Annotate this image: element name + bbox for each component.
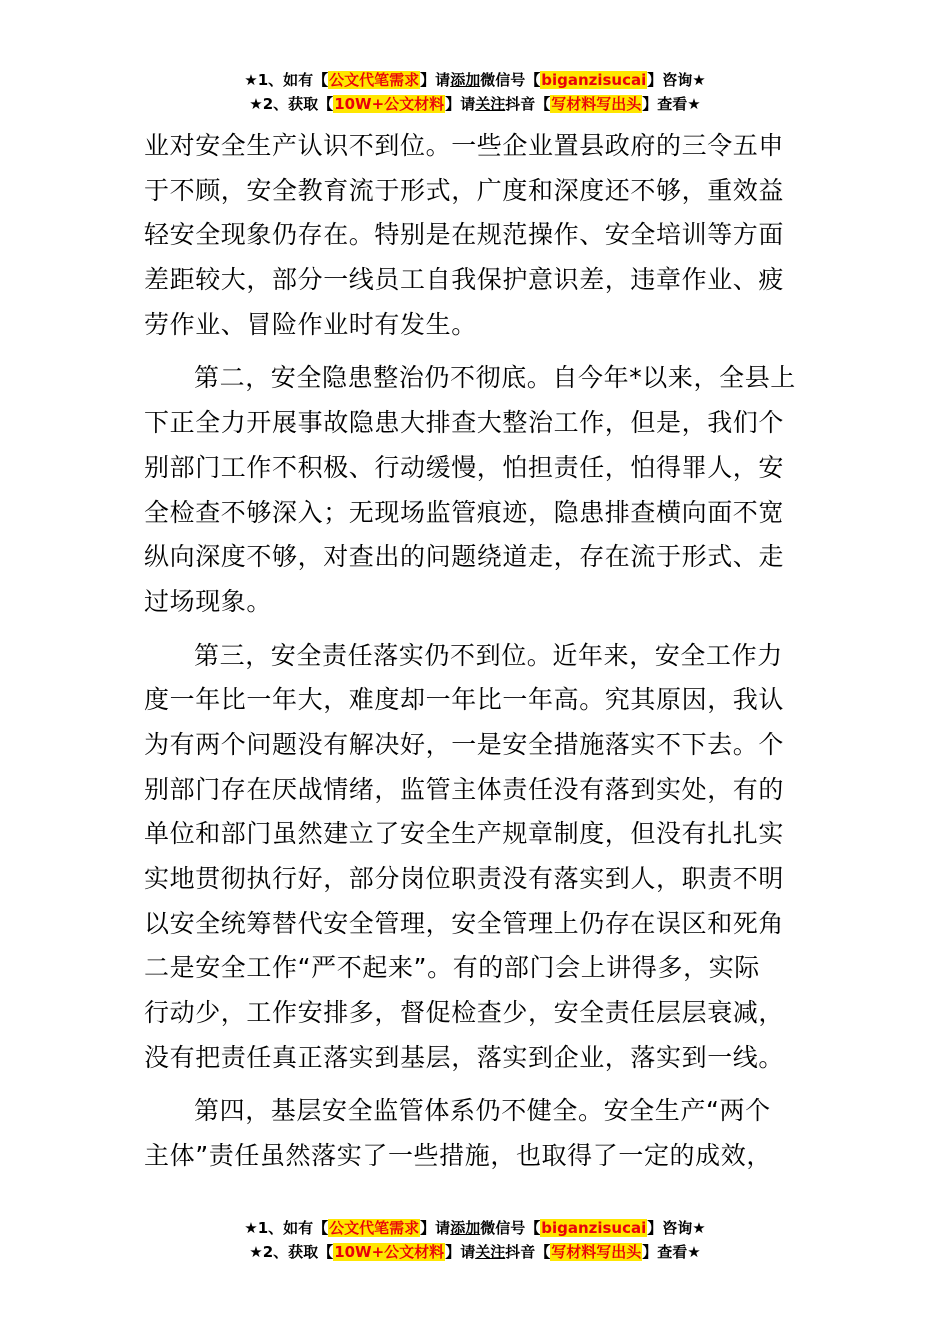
paragraph-line: 单位和部门虽然建立了安全生产规章制度，但没有扎扎实 — [144, 819, 785, 849]
banner-text: 抖音【 — [505, 95, 551, 113]
paragraph-line: 第三，安全责任落实仍不到位。近年来，安全工作力 — [194, 640, 783, 670]
banner-text: 】查看★ — [642, 1243, 701, 1261]
banner-underline: 添加 — [450, 71, 481, 89]
footer-banner — [0, 1216, 950, 1264]
paragraph-gap — [144, 347, 812, 356]
banner-text: 】请 — [445, 95, 476, 113]
banner-highlight: 写材料写出头 — [551, 1243, 642, 1261]
banner-highlight: biganzisucai — [541, 1219, 647, 1237]
paragraph-line: 纵向深度不够，对查出的问题绕道走，存在流于形式、走 — [144, 542, 785, 572]
banner-underline: 关注 — [475, 95, 506, 113]
banner-line-2 — [0, 1240, 950, 1264]
banner-highlight: biganzisucai — [541, 71, 647, 89]
document-body — [144, 124, 812, 1179]
banner-text: 】请 — [420, 1219, 451, 1237]
banner-text: 微信号【 — [480, 71, 541, 89]
paragraph-line: 下正全力开展事故隐患大排查大整治工作，但是，我们个 — [144, 408, 785, 438]
paragraph-line: 第四，基层安全监管体系仍不健全。安全生产“两个 — [194, 1096, 771, 1126]
paragraph-line: 为有两个问题没有解决好，一是安全措施落实不下去。个 — [144, 729, 785, 759]
banner-underline: 添加 — [450, 1219, 481, 1237]
banner-highlight: 公文代笔需求 — [329, 71, 420, 89]
banner-highlight: 写材料写出头 — [551, 95, 642, 113]
paragraph-line: 别部门工作不积极、行动缓慢，怕担责任，怕得罪人，安 — [144, 452, 785, 482]
paragraph-line: 度一年比一年大，难度却一年比一年高。究其原因，我认 — [144, 685, 785, 715]
paragraph-gap — [144, 625, 812, 634]
banner-highlight: 公文代笔需求 — [329, 1219, 420, 1237]
paragraph-line: 全检查不够深入；无现场监管痕迹，隐患排查横向面不宽 — [144, 497, 785, 527]
banner-underline: 关注 — [475, 1243, 506, 1261]
banner-text: ★2、获取【 — [249, 95, 334, 113]
banner-text: ★1、如有【 — [244, 71, 329, 89]
paragraph-line: 行动少，工作安排多，督促检查少，安全责任层层衰减， — [144, 998, 785, 1028]
banner-line-2 — [0, 92, 950, 116]
banner-line-1 — [0, 1216, 950, 1240]
paragraph-line: 业对安全生产认识不到位。一些企业置县政府的三令五申 — [144, 131, 785, 160]
paragraph-line: 过场现象。 — [144, 586, 273, 616]
paragraph-line: 于不顾，安全教育流于形式，广度和深度还不够，重效益 — [144, 175, 785, 205]
paragraph-line: 二是安全工作“严不起来”。有的部门会上讲得多，实际 — [144, 953, 760, 983]
banner-highlight: 10W+公文材料 — [334, 1243, 445, 1261]
paragraph-line: 轻安全现象仍存在。特别是在规范操作、安全培训等方面 — [144, 220, 785, 250]
banner-text: 】请 — [445, 1243, 476, 1261]
banner-line-1 — [0, 68, 950, 92]
banner-text: 】请 — [420, 71, 451, 89]
banner-text: 】咨询★ — [647, 1219, 706, 1237]
banner-text: 】咨询★ — [647, 71, 706, 89]
banner-text: 抖音【 — [505, 1243, 551, 1261]
paragraph-line: 实地贯彻执行好，部分岗位职责没有落实到人，职责不明 — [144, 864, 785, 893]
paragraph-line: 差距较大，部分一线员工自我保护意识差，违章作业、疲 — [144, 265, 785, 295]
banner-text: 微信号【 — [480, 1219, 541, 1237]
banner-text: ★1、如有【 — [244, 1219, 329, 1237]
paragraph-line: 没有把责任真正落实到基层，落实到企业，落实到一线。 — [144, 1042, 785, 1072]
banner-text: ★2、获取【 — [249, 1243, 334, 1261]
paragraph-line: 劳作业、冒险作业时有发生。 — [144, 309, 477, 339]
paragraph-line: 第二，安全隐患整治仍不彻底。自今年*以来，全县上 — [194, 363, 796, 393]
header-banner — [0, 68, 950, 116]
banner-highlight: 10W+公文材料 — [334, 95, 445, 113]
banner-text: 】查看★ — [642, 95, 701, 113]
paragraph-line: 主体”责任虽然落实了一些措施，也取得了一定的成效， — [144, 1141, 772, 1171]
paragraph-line: 以安全统筹替代安全管理，安全管理上仍存在误区和死角 — [144, 908, 785, 938]
paragraph-line: 别部门存在厌战情绪，监管主体责任没有落到实处，有的 — [144, 774, 785, 804]
paragraph-gap — [144, 1080, 812, 1089]
